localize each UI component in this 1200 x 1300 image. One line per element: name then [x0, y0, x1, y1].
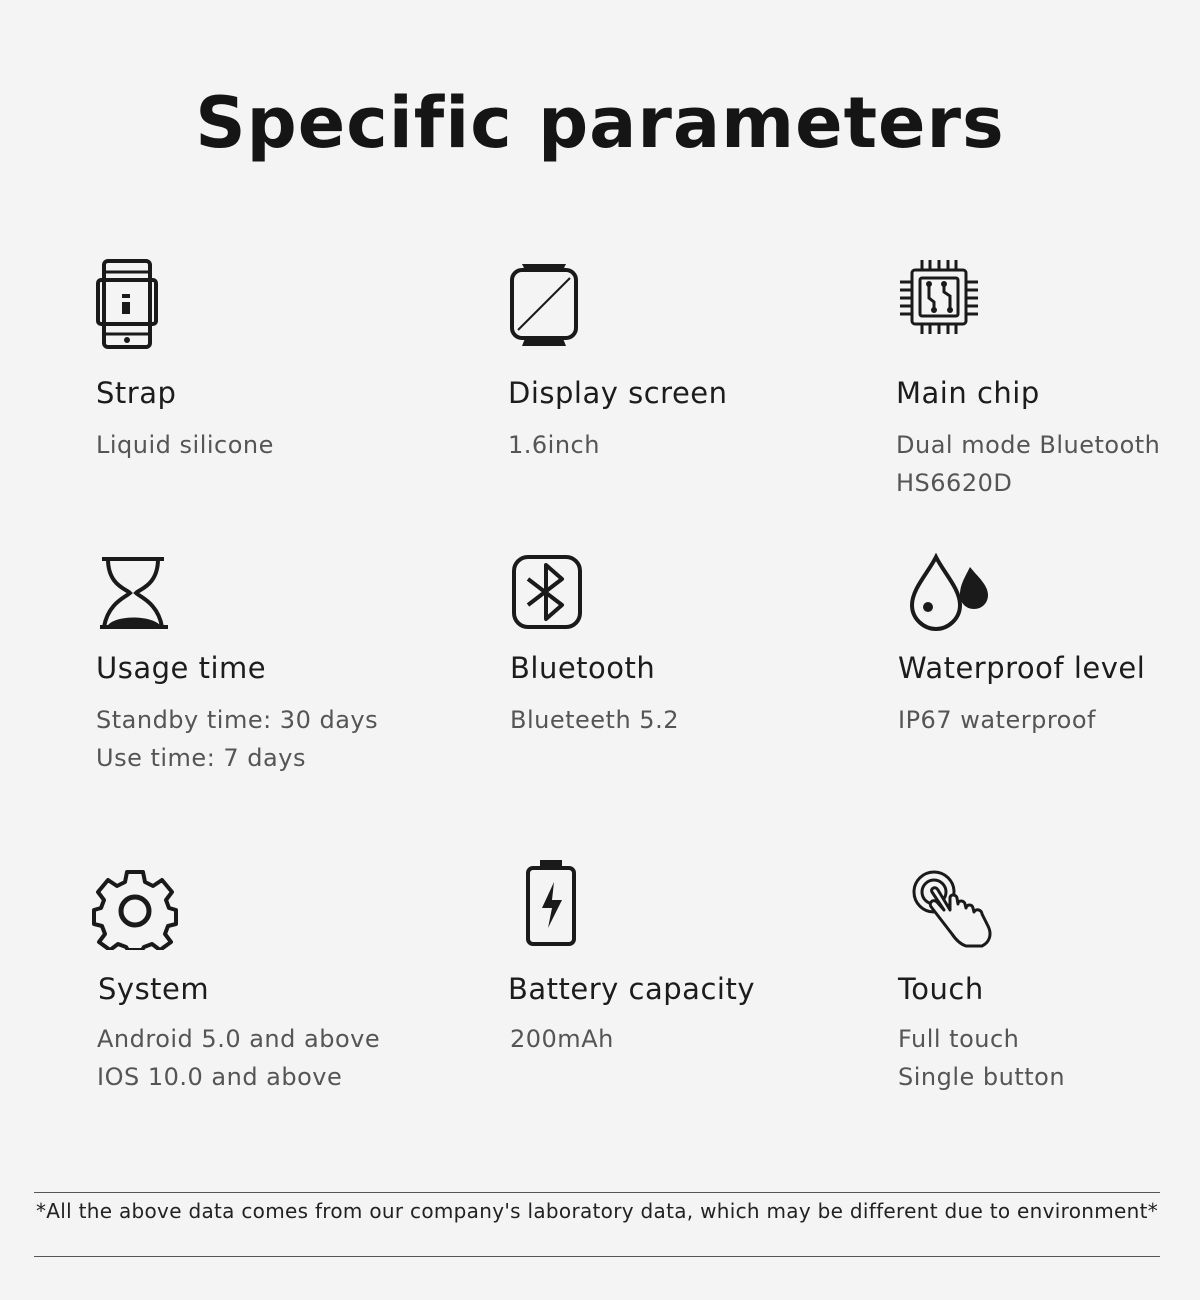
- bluetooth-icon: [510, 555, 584, 631]
- chip-icon: [896, 258, 982, 338]
- spec-value: IOS 10.0 and above: [97, 1063, 343, 1091]
- spec-label: Display screen: [508, 376, 728, 410]
- spec-label: Waterproof level: [898, 651, 1146, 685]
- spec-value: Blueteeth 5.2: [510, 706, 679, 734]
- spec-value: Standby time: 30 days: [96, 706, 379, 734]
- spec-value: HS6620D: [896, 469, 1013, 497]
- spec-value: 200mAh: [510, 1025, 614, 1053]
- watch-strap-icon: [96, 258, 166, 350]
- spec-value: Liquid silicone: [96, 431, 274, 459]
- hourglass-icon: [96, 555, 172, 631]
- page-title: Specific parameters: [195, 82, 1005, 164]
- spec-label: Main chip: [896, 376, 1040, 410]
- spec-label: Usage time: [96, 651, 267, 685]
- spec-value: IP67 waterproof: [898, 706, 1096, 734]
- spec-label: System: [98, 972, 210, 1006]
- spec-value: Dual mode Bluetooth: [896, 431, 1161, 459]
- spec-label: Touch: [898, 972, 984, 1006]
- spec-label: Strap: [96, 376, 177, 410]
- water-drops-icon: [898, 553, 998, 633]
- spec-value: Single button: [898, 1063, 1066, 1091]
- spec-value: Android 5.0 and above: [97, 1025, 381, 1053]
- spec-value: Use time: 7 days: [96, 744, 306, 772]
- watch-screen-icon: [508, 258, 580, 350]
- spec-value: 1.6inch: [508, 431, 600, 459]
- spec-label: Bluetooth: [510, 651, 656, 685]
- spec-label: Battery capacity: [508, 972, 755, 1006]
- footnote-top-rule: [34, 1192, 1160, 1193]
- battery-icon: [524, 858, 580, 948]
- footnote-bottom-rule: [34, 1256, 1160, 1257]
- touch-hand-icon: [910, 868, 1006, 948]
- spec-value: Full touch: [898, 1025, 1020, 1053]
- footnote: *All the above data comes from our company's laboratory data, which may be different due to environment*: [35, 1199, 1159, 1223]
- gear-icon: [92, 868, 178, 950]
